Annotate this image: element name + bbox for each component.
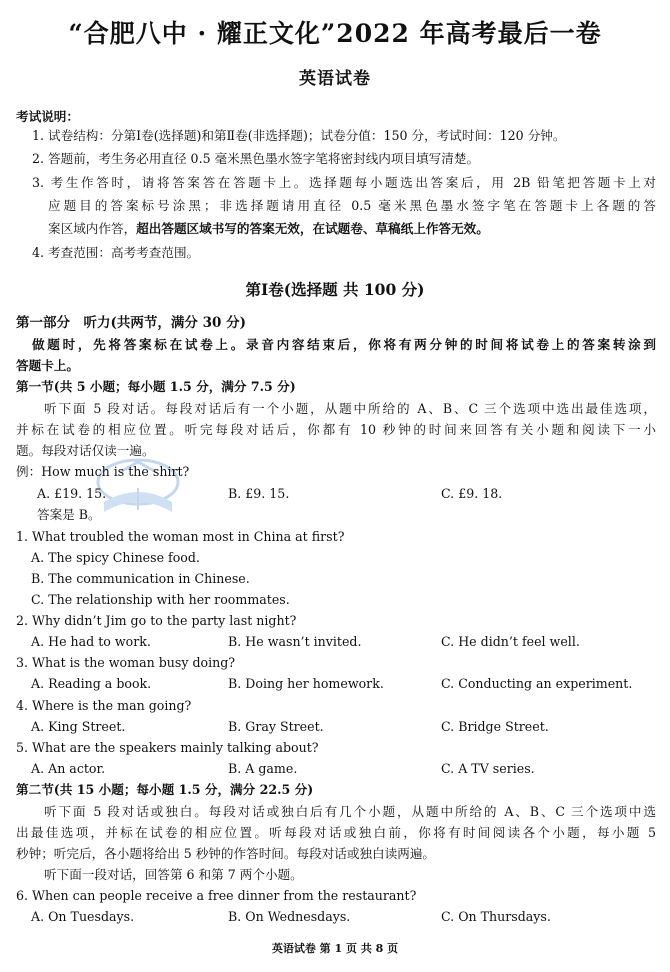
- sec2-direction-line-1: 听下面 5 段对话或独白。每段对话或独白后有几个小题，从题中所给的 A、B、C 三个选项中选: [44, 804, 656, 819]
- question-1-option-a: A. The spicy Chinese food.: [31, 550, 200, 565]
- question-6-option-c: C. On Thursdays.: [441, 909, 551, 924]
- instruction-item-3-line-3: [48, 220, 489, 238]
- instruction-item-2: 2. 答题前，考生务必用直径 0.5 毫米黑色墨水签字笔将密封线内项目填写清楚。: [32, 151, 480, 166]
- question-4-option-c: C. Bridge Street.: [441, 719, 549, 734]
- example-answer: 答案是 B。: [37, 507, 101, 522]
- instruction-item-4: 4. 考查范围：高考考查范围。: [32, 245, 200, 260]
- question-5: 5. What are the speakers mainly talking about?: [16, 740, 319, 755]
- question-1-option-c: C. The relationship with her roommates.: [31, 592, 290, 607]
- question-6-option-b: B. On Wednesdays.: [228, 909, 351, 924]
- part1-note-line-1: 做题时，先将答案标在试卷上。录音内容结束后，你将有两分钟的时间将试卷上的答案转涂到: [32, 337, 656, 352]
- sec1-direction-line-2: 并标在试卷的相应位置。听完每段对话后，你都有 10 秒钟的时间来回答有关小题和阅读下一小: [16, 422, 656, 437]
- sec2-heading: 第二节(共 15 小题；每小题 1.5 分，满分 22.5 分): [16, 782, 314, 797]
- example-option-c: C. £9. 18.: [441, 486, 503, 501]
- question-3-option-a: A. Reading a book.: [31, 676, 152, 691]
- part1-heading: 第一部分 听力(共两节，满分 30 分): [16, 315, 246, 331]
- question-5-option-b: B. A game.: [228, 761, 298, 776]
- question-4-option-a: A. King Street.: [31, 719, 126, 734]
- question-5-option-a: A. An actor.: [31, 761, 106, 776]
- example-option-b: B. £9. 15.: [228, 486, 290, 501]
- question-6: 6. When can people receive a free dinner from the restaurant?: [16, 888, 417, 903]
- question-2-option-b: B. He wasn’t invited.: [228, 634, 362, 649]
- instruction-text: 案区域内作答，: [48, 221, 137, 236]
- sec2-direction-line-3: 秒钟；听完后，各小题将给出 5 秒钟的作答时间。每段对话或独白读两遍。: [16, 846, 436, 861]
- page-subtitle: 英语试卷: [299, 69, 371, 89]
- question-3: 3. What is the woman busy doing?: [16, 655, 236, 670]
- instructions-heading: 考试说明：: [16, 109, 79, 124]
- section-title: 第Ⅰ卷(选择题 共 100 分): [245, 280, 425, 299]
- question-2: 2. Why didn’t Jim go to the party last night?: [16, 613, 297, 628]
- question-5-option-c: C. A TV series.: [441, 761, 535, 776]
- sec2-direction-line-2: 出最佳选项，并标在试卷的相应位置。听每段对话或独白前，你将有时间阅读各个小题，每小题 5: [16, 825, 656, 840]
- question-4: 4. Where is the man going?: [16, 698, 192, 713]
- instruction-item-1: 1. 试卷结构：分第Ⅰ卷(选择题)和第Ⅱ卷(非选择题)；试卷分值：150 分，考试时间：120 分钟。: [32, 128, 566, 143]
- question-1-option-b: B. The communication in Chinese.: [31, 571, 250, 586]
- question-3-option-b: B. Doing her homework.: [228, 676, 384, 691]
- sec1-direction-line-3: 题。每段对话仅读一遍。: [16, 443, 155, 458]
- sec1-direction-line-1: 听下面 5 段对话。每段对话后有一个小题，从题中所给的 A、B、C 三个选项中选出最佳选项，: [44, 401, 656, 416]
- instruction-item-3-line-2: 应题目的答案标号涂黑；非选择题请用直径 0.5 毫米黑色墨水签字笔在答题卡上各题的答: [48, 198, 656, 213]
- instruction-warning: 超出答题区域书写的答案无效，在试题卷、草稿纸上作答无效。: [136, 221, 489, 236]
- question-1: 1. What troubled the woman most in China at first?: [16, 529, 345, 544]
- example-question: 例：How much is the shirt?: [16, 464, 190, 479]
- instruction-item-3-line-1: 3. 考生作答时，请将答案答在答题卡上。选择题每小题选出答案后，用 2B 铅笔把答题卡上对: [32, 175, 656, 190]
- example-option-a: A. £19. 15.: [37, 486, 107, 501]
- sec2-direction-line-4: 听下面一段对话，回答第 6 和第 7 两个小题。: [44, 867, 303, 882]
- question-3-option-c: C. Conducting an experiment.: [441, 676, 633, 691]
- part1-note-line-2: 答题卡上。: [16, 358, 79, 373]
- question-2-option-c: C. He didn’t feel well.: [441, 634, 580, 649]
- sec1-heading: 第一节(共 5 小题；每小题 1.5 分，满分 7.5 分): [16, 379, 296, 394]
- page-footer: 英语试卷 第 1 页 共 8 页: [271, 942, 399, 955]
- question-2-option-a: A. He had to work.: [31, 634, 151, 649]
- question-4-option-b: B. Gray Street.: [228, 719, 324, 734]
- page-title: “合肥八中 · 耀正文化”2022 年高考最后一卷: [68, 19, 602, 48]
- question-6-option-a: A. On Tuesdays.: [31, 909, 135, 924]
